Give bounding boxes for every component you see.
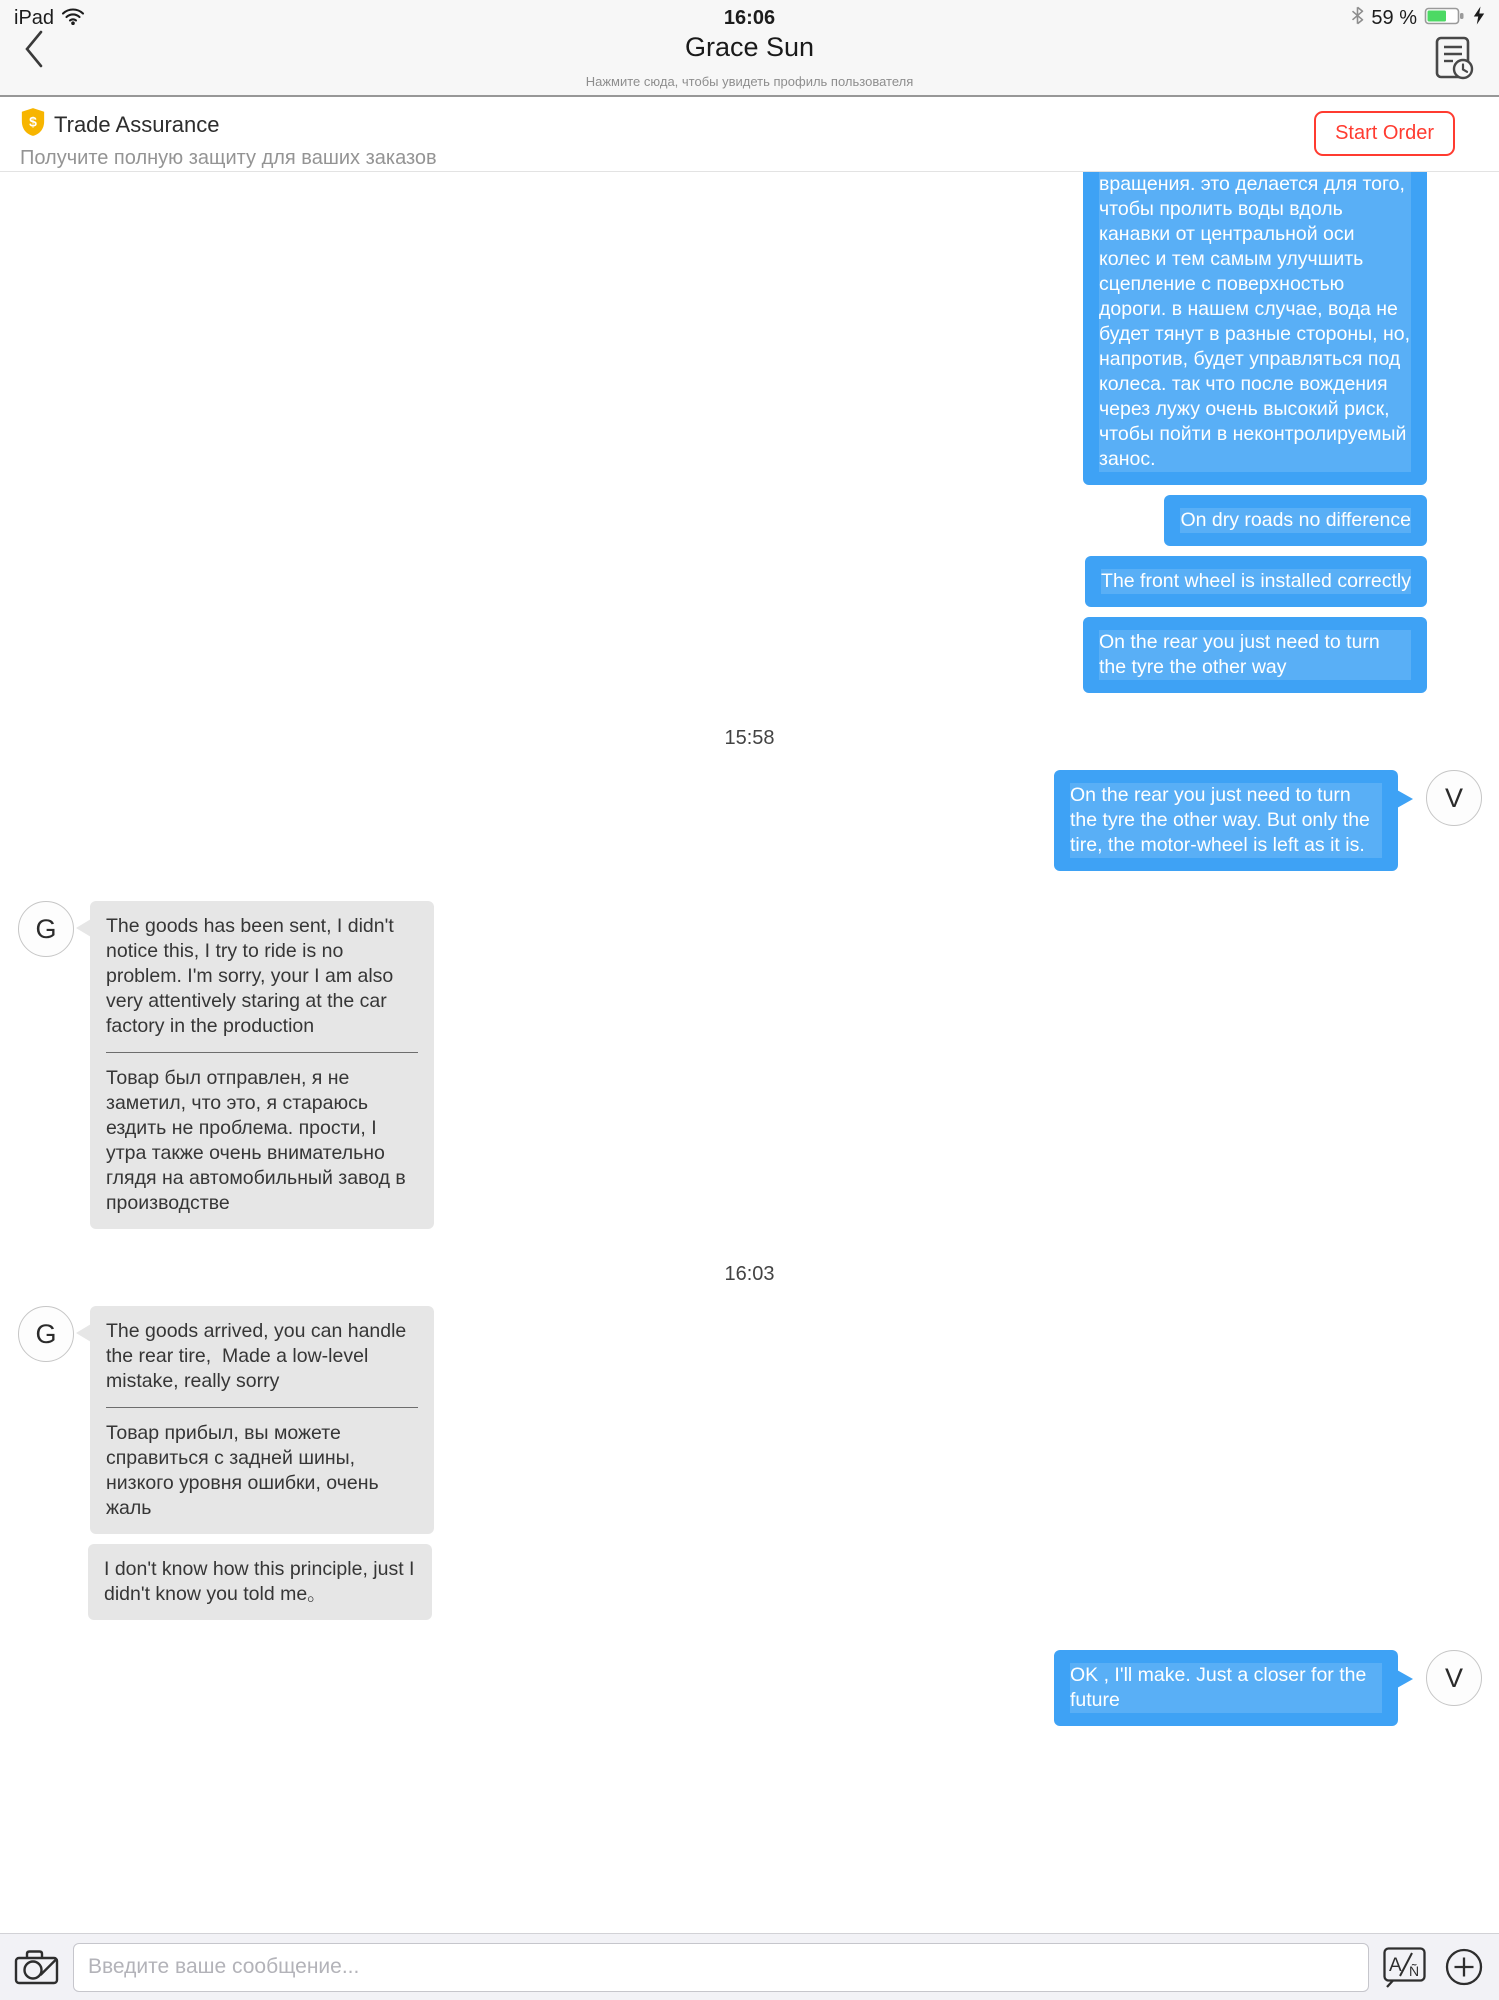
message-text: The goods has been sent, I didn't notice this, I try to ride is no problem. I'm sorry, your I am also very attentively staring at the car factory in the production (106, 915, 400, 1037)
svg-text:$: $ (29, 113, 37, 130)
outgoing-message-bubble[interactable] (1164, 495, 1427, 546)
message-translation: Товар прибыл, вы можете справиться с задней шины, низкого уровня ошибки, очень жаль (106, 1422, 385, 1519)
outgoing-message-bubble[interactable] (1054, 1650, 1398, 1726)
translation-divider (106, 1052, 418, 1053)
composer-bar (0, 1933, 1499, 2000)
message-row (0, 1306, 1499, 1534)
nav-header (0, 32, 1499, 95)
message-row (0, 617, 1499, 693)
message-row (0, 495, 1499, 546)
message-translation: Товар был отправлен, я не заметил, что это, я стараюсь ездить не проблема. прости, I утра также очень внимательно глядя на автомобильный завод в производстве (106, 1067, 412, 1214)
translate-icon[interactable] (1382, 1946, 1430, 1989)
status-bar (0, 0, 1499, 32)
avatar[interactable]: V (1426, 1650, 1482, 1706)
avatar[interactable]: G (18, 901, 74, 957)
banner-title: Trade Assurance (54, 111, 220, 137)
timestamp: 16:03 (724, 1263, 775, 1285)
outgoing-message-bubble[interactable] (1083, 617, 1427, 693)
plus-icon[interactable] (1443, 1946, 1485, 1988)
outgoing-message-bubble[interactable] (1054, 770, 1398, 871)
svg-text:A: A (1389, 1954, 1402, 1976)
start-order-button[interactable]: Start Order (1314, 111, 1455, 156)
trade-assurance-shield-icon (20, 107, 46, 142)
battery-percent: 59 % (1371, 6, 1417, 29)
message-row (0, 1650, 1499, 1726)
avatar[interactable]: G (18, 1306, 74, 1362)
avatar[interactable]: V (1426, 770, 1482, 826)
message-row (0, 770, 1499, 871)
profile-link-subtitle[interactable]: Нажмите сюда, чтобы увидеть профиль пользователя (585, 74, 914, 89)
carrier-label: iPad (14, 6, 55, 29)
timestamp: 15:58 (724, 727, 775, 749)
top-bar (0, 0, 1499, 97)
message-list[interactable] (0, 172, 1499, 1933)
message-row (0, 172, 1499, 485)
message-input[interactable] (73, 1943, 1369, 1992)
message-row (0, 901, 1499, 1229)
outgoing-message-bubble[interactable] (1083, 172, 1427, 485)
trade-assurance-banner (0, 97, 1499, 172)
message-text: OK , I'll make. Just a closer for the future (1070, 1663, 1382, 1713)
translation-divider (106, 1407, 418, 1408)
incoming-message-bubble[interactable] (90, 1306, 434, 1534)
incoming-message-bubble[interactable] (88, 1544, 432, 1620)
message-text: On dry roads no difference (1180, 509, 1411, 531)
banner-subtitle: Получите полную защиту для ваших заказов (20, 147, 437, 169)
outgoing-message-bubble[interactable] (1085, 556, 1427, 607)
page-title: Grace Sun (684, 32, 815, 62)
status-time: 16:06 (723, 7, 776, 29)
incoming-message-bubble[interactable] (90, 901, 434, 1229)
message-text: I don't know how this principle, just I didn't know you told me。 (104, 1558, 420, 1605)
message-row (0, 1544, 1499, 1620)
message-text: On the rear you just need to turn the tyre the other way. But only the tire, the motor-wheel is left as it is. (1070, 783, 1382, 858)
order-history-icon[interactable] (1433, 34, 1477, 84)
message-text: The goods arrived, you can handle the rear tire, Made a low-level mistake, really sorry (106, 1320, 412, 1392)
message-text: вращения. это делается для того, чтобы пролить воды вдоль канавки от центральной оси колес и тем самым улучшить сцепление с поверхностью дороги. в нашем случае, вода не будет тянут в разные стороны, но, напротив, будет управляться под колеса. так что после вождения через лужу очень высокий риск, чтобы пойти в неконтролируемый занос. (1099, 173, 1416, 470)
message-text: The front wheel is installed correctly (1101, 570, 1411, 592)
message-row (0, 556, 1499, 607)
message-text: On the rear you just need to turn the tyre the other way (1099, 630, 1411, 680)
camera-icon[interactable] (14, 1948, 60, 1986)
svg-text:Ñ: Ñ (1409, 1962, 1420, 1979)
